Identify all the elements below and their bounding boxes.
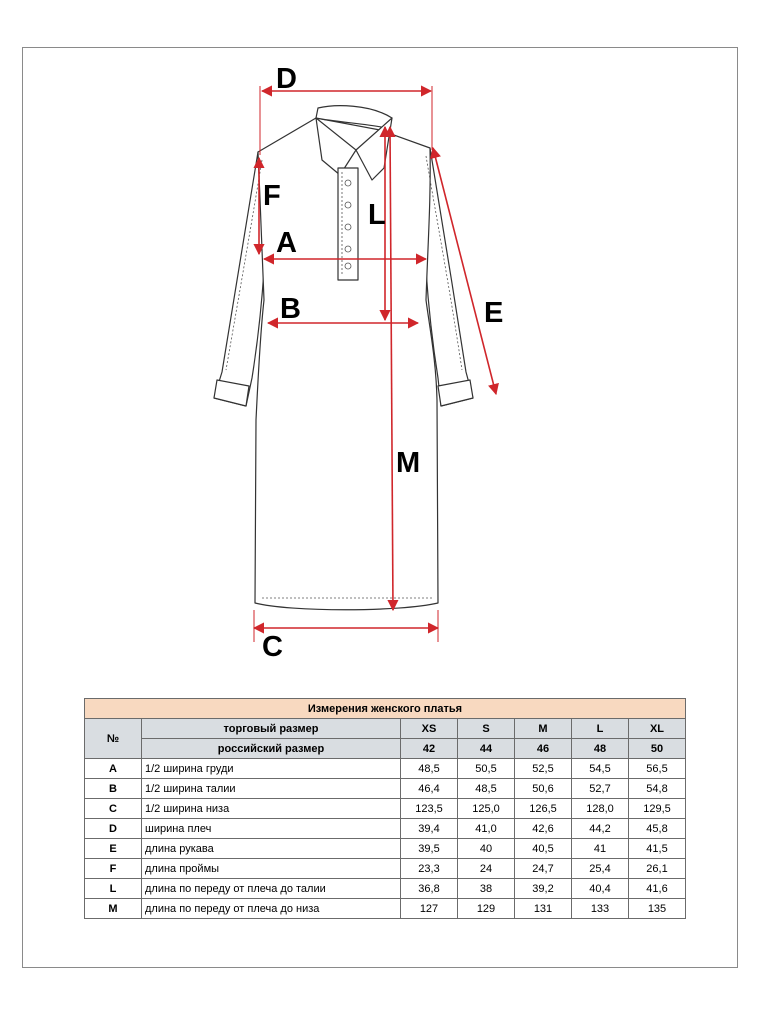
measurement-rows [85,759,686,919]
label-l: L [368,199,386,231]
row-value: 36,8 [401,879,458,899]
row-value: 52,7 [572,779,629,799]
row-value: 25,4 [572,859,629,879]
table-row [85,819,686,839]
table-row [85,779,686,799]
row-value: 40 [458,839,515,859]
table-row [85,799,686,819]
row-name: ширина плеч [142,819,401,839]
row-value: 135 [629,899,686,919]
trade-size-cell: M [515,719,572,739]
row-value: 41 [572,839,629,859]
row-key: C [85,799,142,819]
row-value: 46,4 [401,779,458,799]
row-name: длина по переду от плеча до талии [142,879,401,899]
table-row [85,839,686,859]
table-row [85,759,686,779]
size-table [84,698,686,919]
row-value: 54,8 [629,779,686,799]
ru-size-cell: 46 [515,739,572,759]
ru-size-cell: 44 [458,739,515,759]
row-key: M [85,899,142,919]
row-value: 131 [515,899,572,919]
table-title: Измерения женского платья [85,699,686,719]
row-value: 42,6 [515,819,572,839]
label-m: M [396,447,421,479]
row-value: 129,5 [629,799,686,819]
row-key: E [85,839,142,859]
row-value: 44,2 [572,819,629,839]
row-value: 39,5 [401,839,458,859]
row-value: 45,8 [629,819,686,839]
ru-size-cell: 42 [401,739,458,759]
label-d: D [276,63,297,95]
label-a: A [276,227,297,259]
row-key: A [85,759,142,779]
table-row [85,879,686,899]
row-name: длина по переду от плеча до низа [142,899,401,919]
row-value: 24,7 [515,859,572,879]
table-row [85,859,686,879]
trade-size-label: торговый размер [142,719,401,739]
row-value: 50,5 [458,759,515,779]
row-value: 129 [458,899,515,919]
dress-outline [214,106,473,610]
trade-size-cell: L [572,719,629,739]
row-key: L [85,879,142,899]
row-value: 39,4 [401,819,458,839]
row-value: 41,5 [629,839,686,859]
row-value: 23,3 [401,859,458,879]
row-value: 40,4 [572,879,629,899]
row-name: длина рукава [142,839,401,859]
row-value: 26,1 [629,859,686,879]
row-value: 133 [572,899,629,919]
row-name: 1/2 ширина низа [142,799,401,819]
trade-size-cell: XL [629,719,686,739]
row-value: 123,5 [401,799,458,819]
label-b: B [280,293,301,325]
row-value: 38 [458,879,515,899]
row-key: D [85,819,142,839]
table-row [85,899,686,919]
trade-size-cell: S [458,719,515,739]
row-value: 41,0 [458,819,515,839]
label-c: C [262,631,283,663]
row-value: 41,6 [629,879,686,899]
number-header: № [85,719,142,759]
row-value: 48,5 [401,759,458,779]
ru-size-cell: 48 [572,739,629,759]
row-value: 125,0 [458,799,515,819]
row-value: 56,5 [629,759,686,779]
row-value: 127 [401,899,458,919]
row-value: 39,2 [515,879,572,899]
row-value: 50,6 [515,779,572,799]
row-value: 126,5 [515,799,572,819]
trade-size-cell: XS [401,719,458,739]
label-f: F [263,180,281,212]
row-value: 24 [458,859,515,879]
row-value: 52,5 [515,759,572,779]
row-name: 1/2 ширина груди [142,759,401,779]
row-value: 48,5 [458,779,515,799]
row-value: 54,5 [572,759,629,779]
ru-size-cell: 50 [629,739,686,759]
row-key: B [85,779,142,799]
row-value: 40,5 [515,839,572,859]
row-name: длина проймы [142,859,401,879]
row-value: 128,0 [572,799,629,819]
label-e: E [484,297,504,329]
row-name: 1/2 ширина талии [142,779,401,799]
row-key: F [85,859,142,879]
ru-size-label: российский размер [142,739,401,759]
